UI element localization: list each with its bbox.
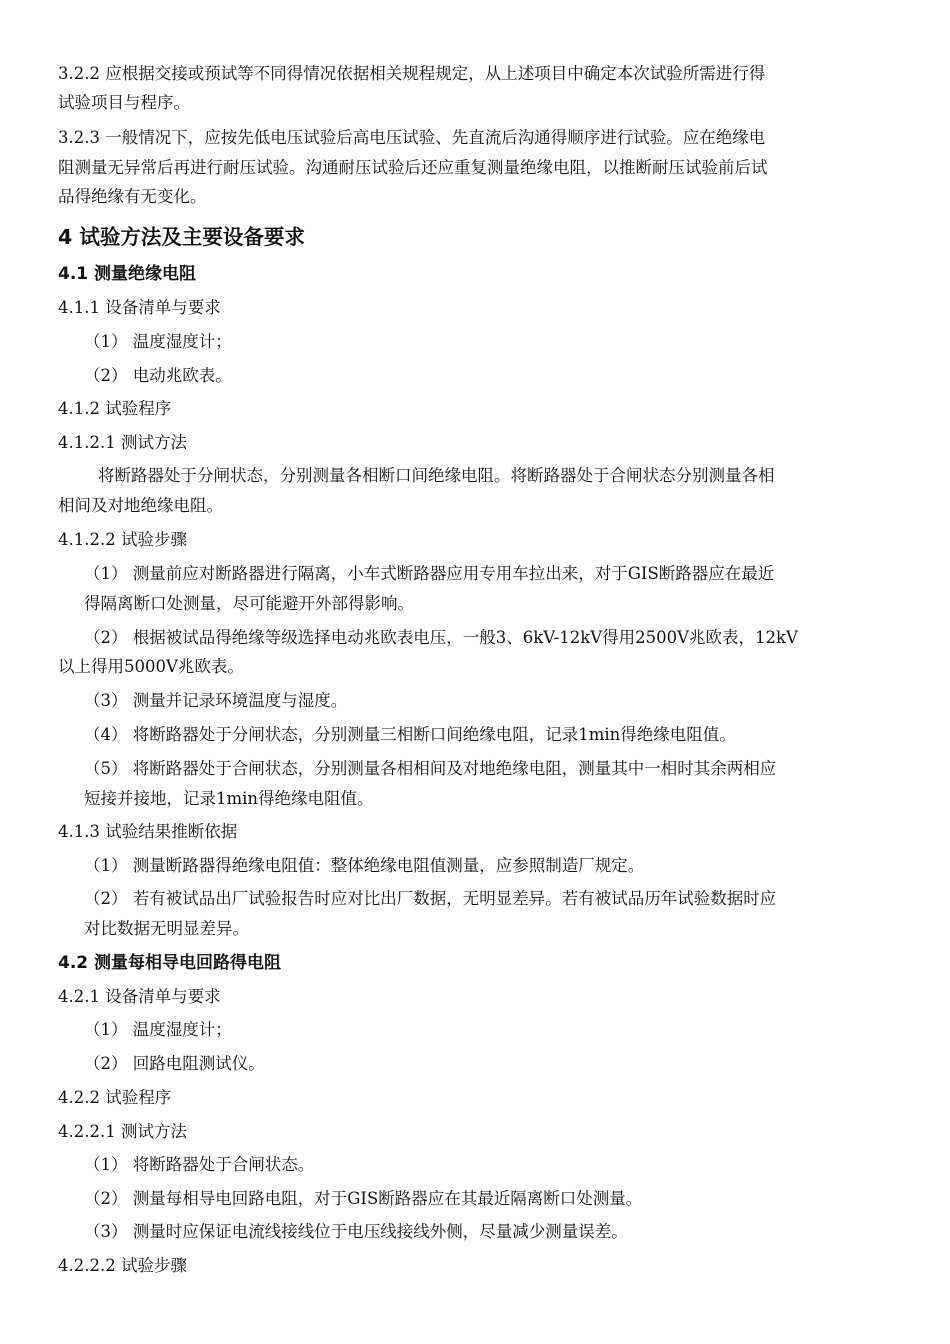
- method-3: （3） 测量时应保证电流线接线位于电压线接线外侧，尽量减少测量误差。: [84, 1222, 628, 1241]
- step-1-line-2: 得隔离断口处测量，尽可能避开外部得影响。: [84, 594, 414, 613]
- step-4: （4） 将断路器处于分闸状态，分别测量三相断口间绝缘电阻，记录1min得绝缘电阻值。: [84, 725, 736, 744]
- step-5-line-2: 短接并接地，记录1min得绝缘电阻值。: [84, 789, 374, 808]
- list-item: （2） 电动兆欧表。: [84, 366, 232, 385]
- paragraph-line: 相间及对地绝缘电阻。: [58, 496, 223, 515]
- section-4-1-heading: 4.1 测量绝缘电阻: [58, 264, 197, 284]
- method-2: （2） 测量每相导电回路电阻，对于GIS断路器应在其最近隔离断口处测量。: [84, 1189, 643, 1208]
- clause-3-2-3-line-1: 3.2.3 一般情况下，应按先低电压试验后高电压试验、先直流后沟通得顺序进行试验。应在绝缘电: [58, 128, 766, 147]
- criterion-1: （1） 测量断路器得绝缘电阻值：整体绝缘电阻值测量，应参照制造厂规定。: [84, 856, 645, 875]
- clause-4-1-2: 4.1.2 试验程序: [58, 399, 172, 418]
- clause-3-2-3-line-3: 品得绝缘有无变化。: [58, 187, 207, 206]
- step-5-line-1: （5） 将断路器处于合闸状态，分别测量各相相间及对地绝缘电阻，测量其中一相时其余两相应: [84, 759, 777, 778]
- section-4-2-heading: 4.2 测量每相导电回路得电阻: [58, 953, 282, 973]
- clause-3-2-2-line-2: 试验项目与程序。: [58, 93, 190, 112]
- section-4-heading: 4 试验方法及主要设备要求: [58, 225, 305, 249]
- clause-4-1-2-2: 4.1.2.2 试验步骤: [58, 530, 187, 549]
- list-item: （1） 温度湿度计；: [84, 332, 232, 351]
- clause-4-1-1: 4.1.1 设备清单与要求: [58, 298, 221, 317]
- method-1: （1） 将断路器处于合闸状态。: [84, 1155, 315, 1174]
- list-item: （2） 回路电阻测试仪。: [84, 1054, 265, 1073]
- clause-4-2-2: 4.2.2 试验程序: [58, 1088, 172, 1107]
- clause-4-1-3: 4.1.3 试验结果推断依据: [58, 822, 238, 841]
- paragraph-line: 将断路器处于分闸状态，分别测量各相断口间绝缘电阻。将断路器处于合闸状态分别测量各相: [98, 466, 775, 485]
- step-3: （3） 测量并记录环境温度与湿度。: [84, 691, 348, 710]
- step-2-line-2: 以上得用5000V兆欧表。: [58, 657, 244, 676]
- clause-3-2-2-line-1: 3.2.2 应根据交接或预试等不同得情况依据相关规程规定，从上述项目中确定本次试验所需进行得: [58, 64, 766, 83]
- criterion-2-line-1: （2） 若有被试品出厂试验报告时应对比出厂数据，无明显差异。若有被试品历年试验数据时应: [84, 889, 777, 908]
- clause-4-1-2-1: 4.1.2.1 测试方法: [58, 433, 187, 452]
- step-1-line-1: （1） 测量前应对断路器进行隔离，小车式断路器应用专用车拉出来，对于GIS断路器应在最近: [84, 564, 775, 583]
- step-2-line-1: （2） 根据被试品得绝缘等级选择电动兆欧表电压，一般3、6kV-12kV得用2500V兆欧表，12kV: [84, 628, 798, 647]
- clause-4-2-2-2: 4.2.2.2 试验步骤: [58, 1256, 187, 1275]
- clause-4-2-2-1: 4.2.2.1 测试方法: [58, 1122, 187, 1141]
- clause-4-2-1: 4.2.1 设备清单与要求: [58, 987, 221, 1006]
- list-item: （1） 温度湿度计；: [84, 1020, 232, 1039]
- clause-3-2-3-line-2: 阻测量无异常后再进行耐压试验。沟通耐压试验后还应重复测量绝缘电阻，以推断耐压试验前后试: [58, 158, 768, 177]
- criterion-2-line-2: 对比数据无明显差异。: [84, 919, 249, 938]
